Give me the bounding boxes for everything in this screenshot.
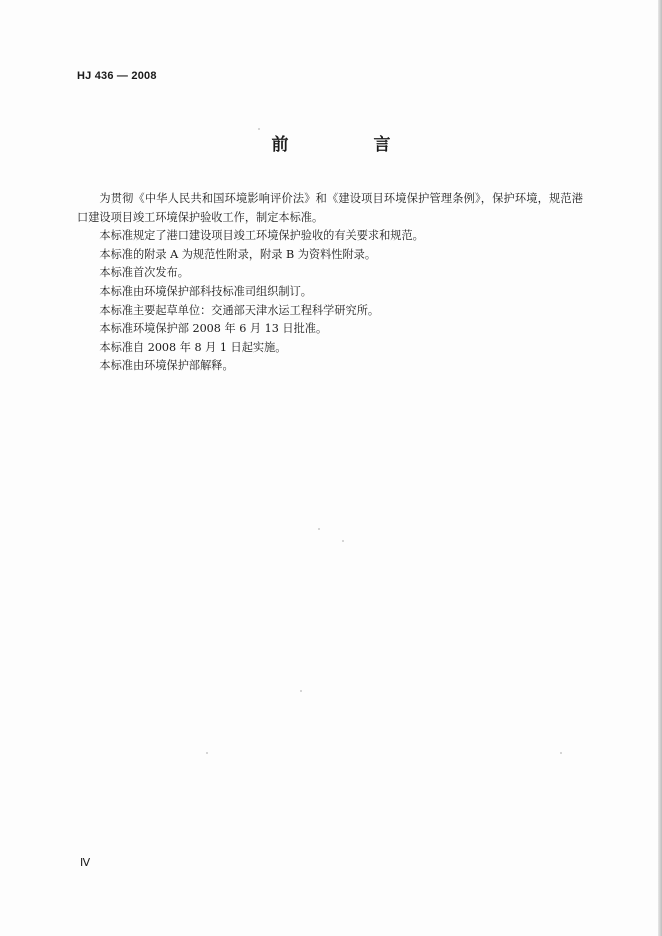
standard-code: HJ 436 — 2008 [77,70,157,82]
scan-speck [560,752,562,754]
paragraph: 本标准主要起草单位：交通部天津水运工程科学研究所。 [99,303,380,317]
scan-speck [258,128,260,130]
scan-speck [300,690,302,692]
paragraph: 本标准自 2008 年 8 月 1 日起实施。 [99,340,287,354]
paragraph: 本标准由环境保护部解释。 [99,359,234,373]
scan-speck [318,528,320,530]
scan-speck [342,540,344,542]
paragraph: 本标准规定了港口建设项目竣工环境保护验收的有关要求和规范。 [99,229,424,243]
scan-speck [206,752,208,754]
page-number: Ⅳ [80,857,91,869]
paragraph: 本标准由环境保护部科技标准司组织制订。 [99,284,312,298]
paragraph: 为贯彻《中华人民共和国环境影响评价法》和《建设项目环境保护管理条例》，保护环境，规范港口建设项目竣工环境保护验收工作，制定本标准。 [77,192,583,224]
paragraph: 本标准的附录 A 为规范性附录，附录 B 为资料性附录。 [99,247,377,261]
paragraph: 本标准环境保护部 2008 年 6 月 13 日批准。 [99,322,328,336]
paragraph: 本标准首次发布。 [99,266,189,280]
body-text [77,190,583,376]
page-title: 前 言 [271,135,425,155]
